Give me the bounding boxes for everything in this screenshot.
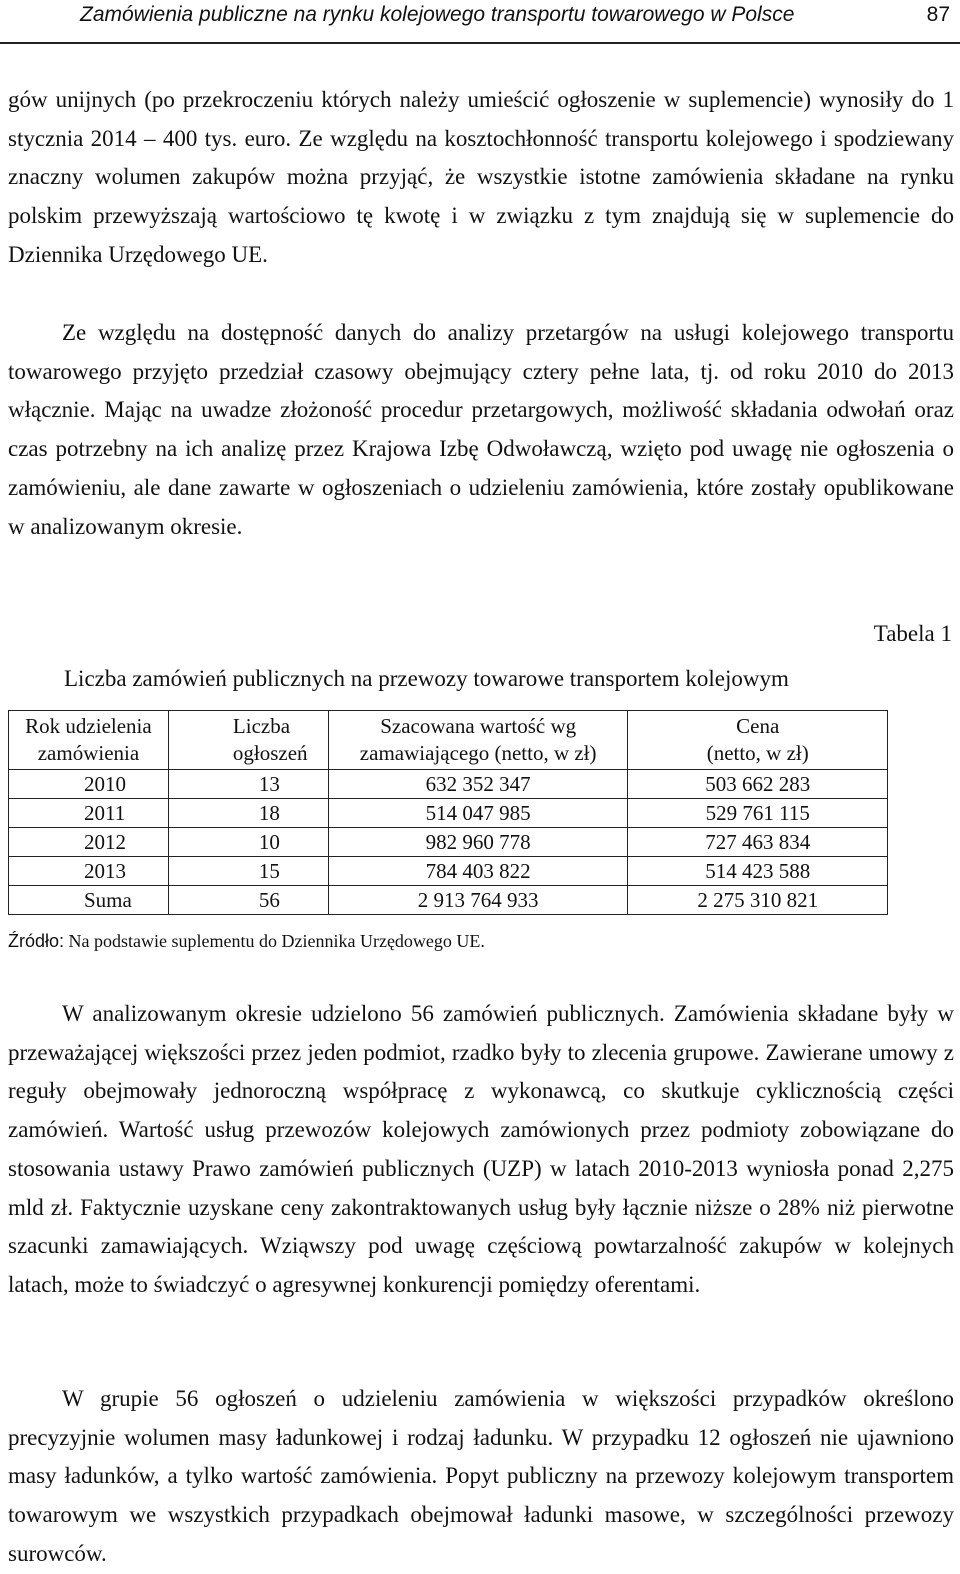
table-cell: 56 <box>168 886 328 915</box>
table-cell: 15 <box>168 857 328 886</box>
source-label: Źródło: <box>8 931 65 951</box>
table-row <box>9 799 888 828</box>
table-cell: 727 463 834 <box>628 828 888 857</box>
source-text: Na podstawie suplementu do Dziennika Urzędowego UE. <box>64 931 485 951</box>
running-header <box>0 0 960 44</box>
table-cell: Suma <box>9 886 169 915</box>
table-cell: 2 275 310 821 <box>628 886 888 915</box>
page-number: 87 <box>926 3 950 26</box>
column-header-count: Liczba ogłoszeń <box>168 711 328 770</box>
paragraph-3: W analizowanym okresie udzielono 56 zamówień publicznych. Zamówienia składane były w przeważającej większości przez jeden podmiot, rzadko były to zlecenia grupowe. Zawierane umowy z reguły obejmowały jednoroczną współpracę z wykonawcą, co skutkuje cyklicznością części zamówień. Wartość usług przewozów kolejowych zamówionych przez podmioty zobowiązane do stosowania ustawy Prawo zamówień publicznych (UZP) w latach 2010-2013 wyniosła ponad 2,275 mld zł. Faktycznie uzyskane ceny zakontraktowanych usług były łącznie niższe o 28% niż pierwotne szacunki zamawiających. Wziąwszy pod uwagę częściową powtarzalność zakupów w kolejnych latach, może to świadczyć o agresywnej konkurencji pomiędzy oferentami. <box>8 1001 954 1297</box>
table-cell: 13 <box>168 770 328 799</box>
running-title: Zamówienia publiczne na rynku kolejowego transportu towarowego w Polsce <box>80 3 795 26</box>
table-cell: 2 913 764 933 <box>328 886 628 915</box>
table-row-total <box>9 886 888 915</box>
table-cell: 514 047 985 <box>328 799 628 828</box>
column-header-year: Rok udzielenia zamówienia <box>9 711 169 770</box>
table-number: Tabela 1 <box>873 621 952 646</box>
table-row <box>9 857 888 886</box>
paragraph-2: Ze względu na dostępność danych do analizy przetargów na usługi kolejowego transportu towarowego przyjęto przedział czasowy obejmujący cztery pełne lata, tj. od roku 2010 do 2013 włącznie. Mając na uwadze złożoność procedur przetargowych, możliwość składania odwołań oraz czas potrzebny na ich analizę przez Krajowa Izbę Odwoławczą, wzięto pod uwagę nie ogłoszenia o zamówieniu, ale dane zawarte w ogłoszeniach o udzieleniu zamówienia, które zostały opublikowane w analizowanym okresie. <box>8 320 954 539</box>
table-cell: 2010 <box>9 770 169 799</box>
paragraph-4: W grupie 56 ogłoszeń o udzieleniu zamówienia w większości przypadków określono precyzyjnie wolumen masy ładunkowej i rodzaj ładunku. W przypadku 12 ogłoszeń nie ujawniono masy ładunków, a tylko wartość zamówienia. Popyt publiczny na przewozy kolejowym transportem towarowym we wszystkich przypadkach obejmował ładunki masowe, w szczególności przewozy surowców. <box>8 1386 954 1566</box>
paragraph-1: gów unijnych (po przekroczeniu których należy umieścić ogłoszenie w suplemencie) wynosiły do 1 stycznia 2014 – 400 tys. euro. Ze względu na kosztochłonność transportu kolejowego i spodziewany znaczny wolumen zakupów można przyjąć, że wszystkie istotne zamówienia składane na rynku polskim przewyższają wartościowo tę kwotę i w związku z tym znajdują się w suplemencie do Dziennika Urzędowego UE. <box>8 87 954 267</box>
table-cell: 632 352 347 <box>328 770 628 799</box>
table-caption: Liczba zamówień publicznych na przewozy towarowe transportem kolejowym <box>64 666 789 691</box>
table-cell: 784 403 822 <box>328 857 628 886</box>
data-table <box>8 710 888 915</box>
table-cell: 2013 <box>9 857 169 886</box>
source-note <box>8 929 485 953</box>
table-row <box>9 770 888 799</box>
table-cell: 503 662 283 <box>628 770 888 799</box>
table-cell: 18 <box>168 799 328 828</box>
table-cell: 2011 <box>9 799 169 828</box>
column-header-estimated-value: Szacowana wartość wg zamawiającego (netto, w zł) <box>328 711 628 770</box>
table-header-row <box>9 711 888 770</box>
table-cell: 2012 <box>9 828 169 857</box>
table-cell: 529 761 115 <box>628 799 888 828</box>
table-cell: 982 960 778 <box>328 828 628 857</box>
table-cell: 514 423 588 <box>628 857 888 886</box>
table-row <box>9 828 888 857</box>
table-cell: 10 <box>168 828 328 857</box>
column-header-price: Cena (netto, w zł) <box>628 711 888 770</box>
